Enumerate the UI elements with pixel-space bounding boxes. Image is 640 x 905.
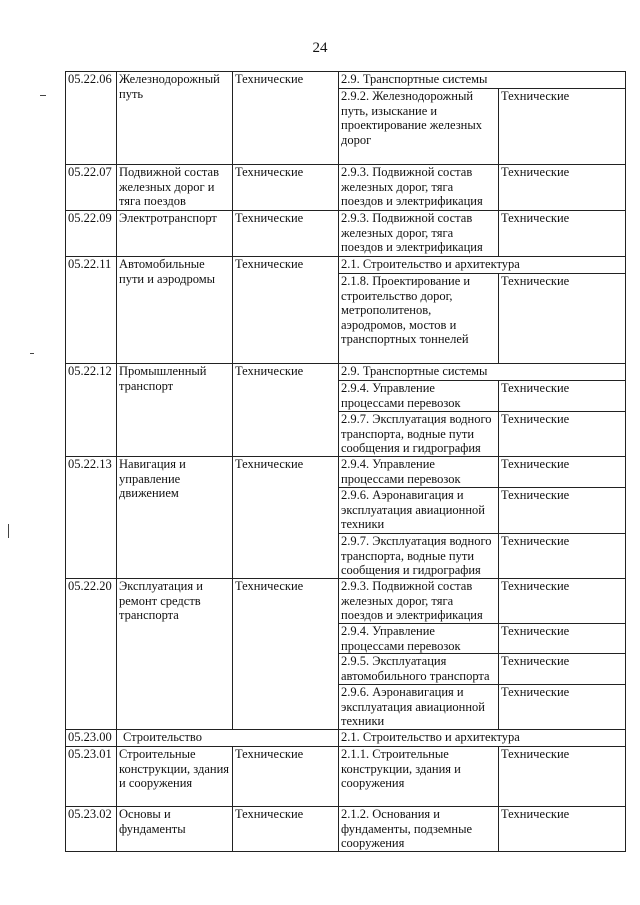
specialty-code: 05.22.11	[66, 257, 117, 364]
new-specialty-name: 2.9.4. Управление процессами перевозок	[339, 457, 499, 488]
specialty-code: 05.22.07	[66, 165, 117, 211]
scan-mark	[40, 95, 46, 96]
new-specialty-name: 2.1.1. Строительные конструкции, здания и сооружения	[339, 747, 499, 807]
new-specialty-name: 2.9.6. Аэронавигация и эксплуатация авиационной техники	[339, 488, 499, 534]
specialty-name: Автомобильные пути и аэродромы	[117, 257, 233, 364]
new-specialty-sciences: Технические	[499, 211, 626, 257]
specialty-sciences: Технические	[233, 364, 339, 457]
specialty-code: 05.22.13	[66, 457, 117, 579]
table-row	[66, 579, 626, 624]
new-specialty-name: 2.9.7. Эксплуатация водного транспорта, водные пути сообщения и гидрография	[339, 412, 499, 457]
specialty-name: Подвижной состав железных дорог и тяга поездов	[117, 165, 233, 211]
scan-mark	[8, 524, 9, 538]
new-specialty-sciences: Технические	[499, 654, 626, 685]
new-specialty-sciences: Технические	[499, 274, 626, 364]
new-specialty-name: 2.9.3. Подвижной состав железных дорог, тяга поездов и электрификация	[339, 165, 499, 211]
new-specialty-name: 2.9.7. Эксплуатация водного транспорта, водные пути сообщения и гидрография	[339, 534, 499, 579]
new-specialty-name: 2.9.4. Управление процессами перевозок	[339, 624, 499, 654]
new-specialty-name: 2.9.3. Подвижной состав железных дорог, тяга поездов и электрификация	[339, 579, 499, 624]
specialty-code: 05.22.12	[66, 364, 117, 457]
new-specialty-name: 2.1.8. Проектирование и строительство дорог, метрополитенов, аэродромов, мостов и транспортных тоннелей	[339, 274, 499, 364]
new-specialty-name: 2.9.2. Железнодорожный путь, изыскание и проектирование железных дорог	[339, 89, 499, 165]
specialty-sciences: Технические	[233, 747, 339, 807]
specialty-sciences: Технические	[233, 579, 339, 730]
table-row	[66, 730, 626, 747]
new-specialty-sciences: Технические	[499, 747, 626, 807]
specialty-name: Железнодорожный путь	[117, 72, 233, 165]
table-row	[66, 807, 626, 852]
new-specialty-sciences: Технические	[499, 488, 626, 534]
specialty-code: 05.23.02	[66, 807, 117, 852]
table-row	[66, 257, 626, 274]
specialty-code: 05.22.09	[66, 211, 117, 257]
specialties-table	[65, 71, 626, 852]
specialty-code: 05.23.00	[66, 730, 117, 747]
new-specialty-sciences: Технические	[499, 534, 626, 579]
table-row	[66, 211, 626, 257]
table-row	[66, 364, 626, 381]
specialty-sciences: Технические	[233, 211, 339, 257]
new-specialty-sciences: Технические	[499, 89, 626, 165]
table-row	[66, 457, 626, 488]
table-row	[66, 165, 626, 211]
scan-mark	[30, 353, 34, 354]
specialty-name: Промышленный транспорт	[117, 364, 233, 457]
specialty-name: Электротранспорт	[117, 211, 233, 257]
new-specialty-sciences: Технические	[499, 457, 626, 488]
new-group: 2.9. Транспортные системы	[339, 364, 626, 381]
specialty-sciences: Технические	[233, 165, 339, 211]
specialty-name: Строительство	[117, 730, 339, 747]
table-row	[66, 747, 626, 807]
new-specialty-name: 2.9.3. Подвижной состав железных дорог, тяга поездов и электрификация	[339, 211, 499, 257]
specialty-name: Основы и фундаменты	[117, 807, 233, 852]
specialty-name: Строительные конструкции, здания и сооружения	[117, 747, 233, 807]
specialty-name: Навигация и управление движением	[117, 457, 233, 579]
specialty-sciences: Технические	[233, 72, 339, 165]
table-row	[66, 72, 626, 89]
new-group: 2.9. Транспортные системы	[339, 72, 626, 89]
new-specialty-sciences: Технические	[499, 165, 626, 211]
specialty-name: Эксплуатация и ремонт средств транспорта	[117, 579, 233, 730]
new-specialty-name: 2.9.5. Эксплуатация автомобильного транспорта	[339, 654, 499, 685]
new-group: 2.1. Строительство и архитектура	[339, 730, 626, 747]
specialty-sciences: Технические	[233, 807, 339, 852]
new-specialty-sciences: Технические	[499, 624, 626, 654]
new-specialty-sciences: Технические	[499, 412, 626, 457]
new-specialty-sciences: Технические	[499, 807, 626, 852]
specialty-code: 05.22.06	[66, 72, 117, 165]
page-number: 24	[312, 40, 328, 56]
specialty-sciences: Технические	[233, 257, 339, 364]
new-specialty-sciences: Технические	[499, 579, 626, 624]
new-specialty-name: 2.9.4. Управление процессами перевозок	[339, 381, 499, 412]
specialty-code: 05.22.20	[66, 579, 117, 730]
new-specialty-sciences: Технические	[499, 685, 626, 730]
new-specialty-sciences: Технические	[499, 381, 626, 412]
new-specialty-name: 2.9.6. Аэронавигация и эксплуатация авиационной техники	[339, 685, 499, 730]
specialty-sciences: Технические	[233, 457, 339, 579]
specialty-code: 05.23.01	[66, 747, 117, 807]
new-specialty-name: 2.1.2. Основания и фундаменты, подземные сооружения	[339, 807, 499, 852]
new-group: 2.1. Строительство и архитектура	[339, 257, 626, 274]
